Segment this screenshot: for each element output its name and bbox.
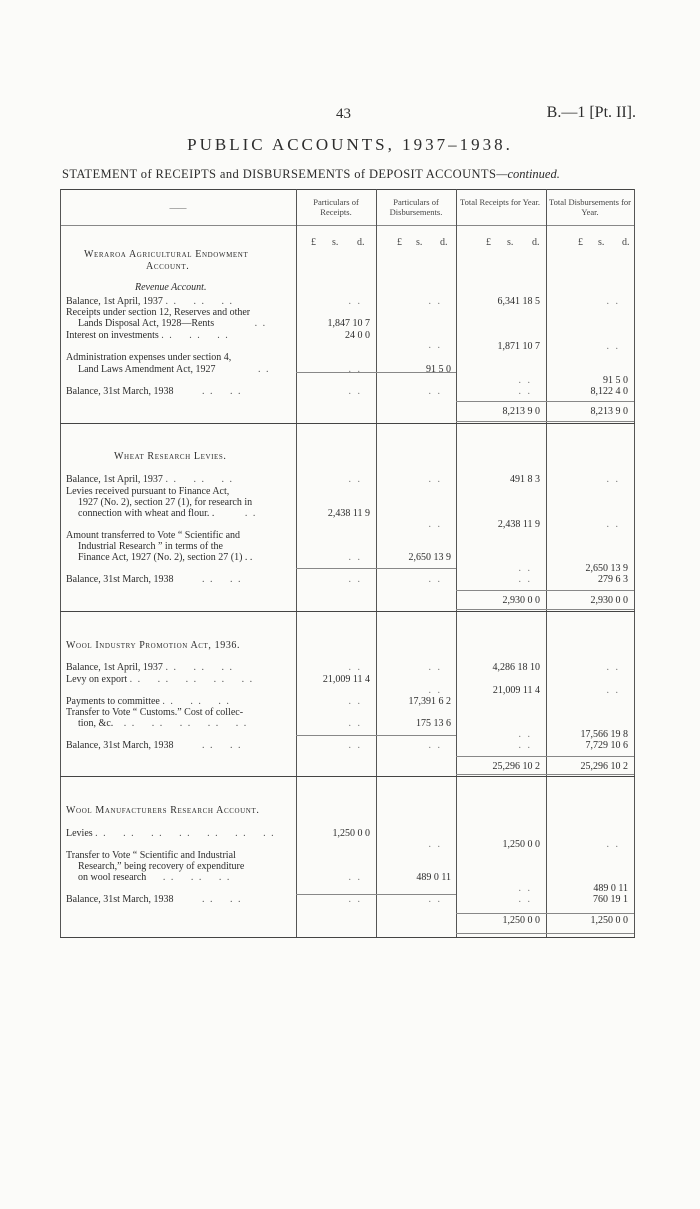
col-header-total-receipts: Total Receipts for Year. bbox=[460, 197, 540, 207]
unit-pounds: £ bbox=[578, 237, 583, 248]
unit-shillings: s. bbox=[598, 237, 605, 248]
unit-shillings: s. bbox=[332, 237, 339, 248]
table-top-rule bbox=[60, 189, 635, 190]
subtitle-main: STATEMENT of RECEIPTS and DISBURSEMENTS of DEPOSIT ACCOUNTS bbox=[62, 167, 497, 181]
section-total-receipts: 2,930 0 0 bbox=[502, 595, 540, 606]
placeholder-dots: . . bbox=[518, 883, 532, 894]
placeholder-dots: . . bbox=[348, 296, 362, 307]
line-item: Transfer to Vote “ Customs.” Cost of collec- bbox=[66, 707, 244, 718]
disbursement-amount: 489 0 11 bbox=[416, 872, 451, 883]
unit-shillings: s. bbox=[507, 237, 514, 248]
account-title: Wool Industry Promotion Act, 1936. bbox=[66, 640, 241, 651]
disbursement-amount: 91 5 0 bbox=[426, 364, 451, 375]
line-item: Balance, 1st April, 1937 . . . . . . bbox=[66, 474, 234, 485]
section-total-receipts: 25,296 10 2 bbox=[492, 761, 540, 772]
total-receipt-amount: 4,286 18 10 bbox=[492, 662, 540, 673]
placeholder-dots: . . bbox=[348, 696, 362, 707]
placeholder-dots: . . bbox=[518, 574, 532, 585]
unit-pounds: £ bbox=[311, 237, 316, 248]
placeholder-dots: . . bbox=[428, 386, 442, 397]
header-rule bbox=[60, 225, 635, 226]
col-divider-3 bbox=[456, 189, 457, 937]
placeholder-dots: . . bbox=[606, 296, 620, 307]
unit-pence: d. bbox=[357, 237, 365, 248]
total-disbursement-amount: 7,729 10 6 bbox=[585, 740, 628, 751]
total-double-rule bbox=[456, 933, 634, 934]
unit-pounds: £ bbox=[486, 237, 491, 248]
unit-pence: d. bbox=[622, 237, 630, 248]
placeholder-dots: . . bbox=[606, 341, 620, 352]
line-item: Balance, 1st April, 1937 . . . . . . bbox=[66, 296, 234, 307]
line-item: on wool research . . . . . . bbox=[78, 872, 231, 883]
col-divider-4 bbox=[546, 189, 547, 937]
unit-pence: d. bbox=[532, 237, 540, 248]
placeholder-dots: . . bbox=[428, 685, 442, 696]
placeholder-dots: . . bbox=[428, 474, 442, 485]
placeholder-dots: . . bbox=[428, 519, 442, 530]
total-disbursement-amount: 17,566 19 8 bbox=[580, 729, 628, 740]
col-header-total-disbursements: Total Disbursements for Year. bbox=[548, 197, 632, 217]
total-receipt-amount: 6,341 18 5 bbox=[497, 296, 540, 307]
placeholder-dots: . . bbox=[428, 574, 442, 585]
placeholder-dots: . . bbox=[348, 552, 362, 563]
line-item: Research,” being recovery of expenditure bbox=[78, 861, 245, 872]
placeholder-dots: . . bbox=[348, 894, 362, 905]
line-item: Receipts under section 12, Reserves and other bbox=[66, 307, 251, 318]
placeholder-dots: . . bbox=[518, 375, 532, 386]
line-item: Transfer to Vote “ Scientific and Industrial bbox=[66, 850, 236, 861]
disbursement-amount: 17,391 6 2 bbox=[408, 696, 451, 707]
total-disbursement-amount: 2,650 13 9 bbox=[585, 563, 628, 574]
account-title-line2: Account. bbox=[146, 261, 190, 272]
col-header-blank: —— bbox=[169, 202, 187, 212]
total-double-rule bbox=[456, 421, 634, 422]
placeholder-dots: . . bbox=[348, 386, 362, 397]
line-item: Balance, 31st March, 1938 . . . . bbox=[66, 386, 242, 397]
section-total-receipts: 1,250 0 0 bbox=[502, 915, 540, 926]
col-divider-2 bbox=[376, 189, 377, 937]
col-header-disbursements: Particulars of Disbursements. bbox=[389, 197, 443, 217]
placeholder-dots: . . bbox=[428, 340, 442, 351]
account-title: Wheat Research Levies. bbox=[114, 451, 227, 462]
line-item: connection with wheat and flour. . . . bbox=[78, 508, 257, 519]
line-item: Industrial Research ” in terms of the bbox=[78, 541, 223, 552]
total-receipt-amount: 21,009 11 4 bbox=[492, 685, 540, 696]
total-double-rule bbox=[456, 609, 634, 610]
total-receipt-amount: 1,871 10 7 bbox=[497, 341, 540, 352]
placeholder-dots: . . bbox=[518, 386, 532, 397]
unit-shillings: s. bbox=[416, 237, 423, 248]
subtotal-rule bbox=[296, 568, 456, 569]
line-item: Lands Disposal Act, 1928—Rents . . bbox=[78, 318, 267, 329]
placeholder-dots: . . bbox=[428, 740, 442, 751]
total-rule bbox=[456, 913, 634, 914]
line-item: Payments to committee . . . . . . bbox=[66, 696, 231, 707]
total-double-rule bbox=[456, 774, 634, 775]
total-disbursement-amount: 760 19 1 bbox=[593, 894, 628, 905]
total-receipt-amount: 491 8 3 bbox=[510, 474, 540, 485]
placeholder-dots: . . bbox=[606, 685, 620, 696]
placeholder-dots: . . bbox=[606, 474, 620, 485]
account-title: Weraroa Agricultural Endowment bbox=[84, 249, 249, 260]
total-disbursement-amount: 91 5 0 bbox=[603, 375, 628, 386]
placeholder-dots: . . bbox=[428, 662, 442, 673]
section-total-disbursements: 1,250 0 0 bbox=[590, 915, 628, 926]
section-separator bbox=[60, 776, 635, 777]
placeholder-dots: . . bbox=[348, 872, 362, 883]
document-reference: B.—1 [Pt. II]. bbox=[546, 104, 636, 121]
placeholder-dots: . . bbox=[348, 574, 362, 585]
placeholder-dots: . . bbox=[348, 718, 362, 729]
page-title: PUBLIC ACCOUNTS, 1937–1938. bbox=[187, 135, 513, 154]
subtitle-continued: —continued. bbox=[496, 167, 560, 181]
receipt-amount: 21,009 11 4 bbox=[322, 674, 370, 685]
line-item: Finance Act, 1927 (No. 2), section 27 (1) . . bbox=[78, 552, 253, 563]
line-item: Balance, 31st March, 1938 . . . . bbox=[66, 740, 242, 751]
total-disbursement-amount: 8,122 4 0 bbox=[590, 386, 628, 397]
section-total-disbursements: 25,296 10 2 bbox=[580, 761, 628, 772]
account-subheading: Revenue Account. bbox=[135, 282, 207, 293]
total-rule bbox=[456, 401, 634, 402]
section-total-disbursements: 2,930 0 0 bbox=[590, 595, 628, 606]
line-item: 1927 (No. 2), section 27 (1), for research in bbox=[78, 497, 253, 508]
placeholder-dots: . . bbox=[348, 474, 362, 485]
col-header-receipts: Particulars of Receipts. bbox=[313, 197, 359, 217]
placeholder-dots: . . bbox=[518, 729, 532, 740]
unit-pounds: £ bbox=[397, 237, 402, 248]
placeholder-dots: . . bbox=[606, 519, 620, 530]
line-item: Levy on export . . . . . . . . . . bbox=[66, 674, 254, 685]
line-item: Balance, 31st March, 1938 . . . . bbox=[66, 574, 242, 585]
placeholder-dots: . . bbox=[606, 662, 620, 673]
subtotal-rule bbox=[296, 735, 456, 736]
placeholder-dots: . . bbox=[348, 740, 362, 751]
section-total-receipts: 8,213 9 0 bbox=[502, 406, 540, 417]
account-title: Wool Manufacturers Research Account. bbox=[66, 805, 260, 816]
statement-subtitle bbox=[62, 167, 560, 182]
receipt-amount: 1,847 10 7 bbox=[327, 318, 370, 329]
receipt-amount: 2,438 11 9 bbox=[327, 508, 370, 519]
disbursement-amount: 175 13 6 bbox=[416, 718, 451, 729]
line-item: tion, &c. . . . . . . . . . . bbox=[78, 718, 248, 729]
total-disbursement-amount: 489 0 11 bbox=[593, 883, 628, 894]
line-item: Balance, 1st April, 1937 . . . . . . bbox=[66, 662, 234, 673]
line-item: Levies . . . . . . . . . . . . . . bbox=[66, 828, 276, 839]
line-item: Land Laws Amendment Act, 1927 . . bbox=[78, 364, 270, 375]
line-item: Administration expenses under section 4, bbox=[66, 352, 232, 363]
section-separator bbox=[60, 611, 635, 612]
placeholder-dots: . . bbox=[348, 364, 362, 375]
receipt-amount: 24 0 0 bbox=[345, 330, 370, 341]
line-item: Interest on investments . . . . . . bbox=[66, 330, 230, 341]
left-border bbox=[60, 189, 61, 937]
right-border bbox=[634, 189, 635, 937]
placeholder-dots: . . bbox=[518, 563, 532, 574]
placeholder-dots: . . bbox=[428, 296, 442, 307]
line-item: Levies received pursuant to Finance Act, bbox=[66, 486, 230, 497]
section-total-disbursements: 8,213 9 0 bbox=[590, 406, 628, 417]
unit-pence: d. bbox=[440, 237, 448, 248]
disbursement-amount: 2,650 13 9 bbox=[408, 552, 451, 563]
section-separator bbox=[60, 423, 635, 424]
table-bottom-rule bbox=[60, 937, 635, 938]
receipt-amount: 1,250 0 0 bbox=[332, 828, 370, 839]
line-item: Balance, 31st March, 1938 . . . . bbox=[66, 894, 242, 905]
total-rule bbox=[456, 590, 634, 591]
col-divider-1 bbox=[296, 189, 297, 937]
placeholder-dots: . . bbox=[606, 839, 620, 850]
placeholder-dots: . . bbox=[518, 740, 532, 751]
placeholder-dots: . . bbox=[518, 894, 532, 905]
total-disbursement-amount: 279 6 3 bbox=[598, 574, 628, 585]
page-number: 43 bbox=[336, 106, 351, 122]
placeholder-dots: . . bbox=[348, 662, 362, 673]
placeholder-dots: . . bbox=[428, 839, 442, 850]
total-receipt-amount: 2,438 11 9 bbox=[497, 519, 540, 530]
line-item: Amount transferred to Vote “ Scientific and bbox=[66, 530, 241, 541]
total-receipt-amount: 1,250 0 0 bbox=[502, 839, 540, 850]
placeholder-dots: . . bbox=[428, 894, 442, 905]
total-rule bbox=[456, 756, 634, 757]
